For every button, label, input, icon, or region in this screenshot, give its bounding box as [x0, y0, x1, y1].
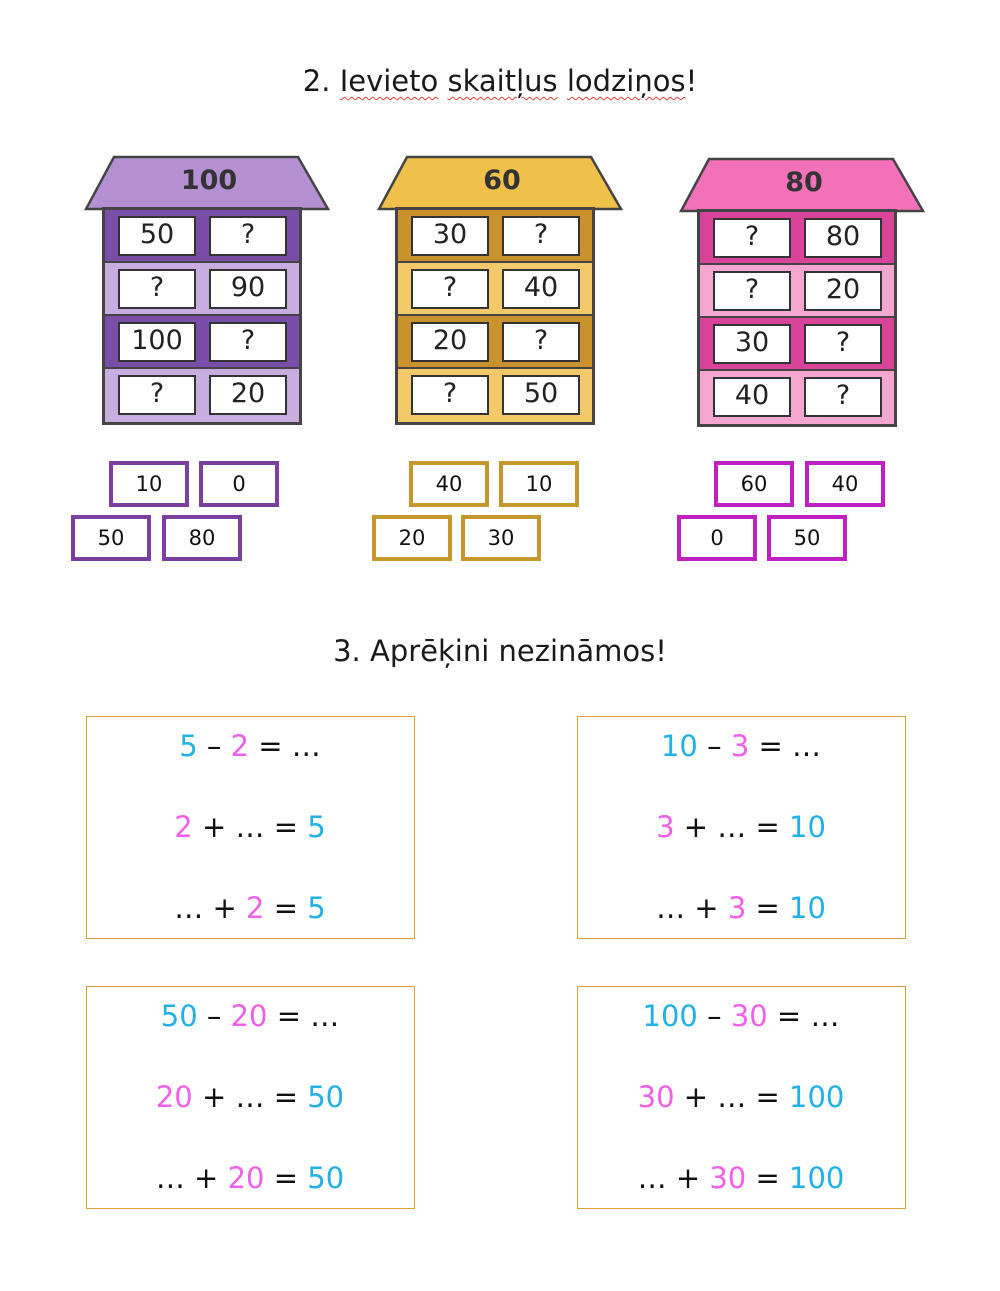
equation-line	[578, 999, 904, 1033]
house-floor	[105, 369, 299, 422]
sum: 50	[307, 1161, 345, 1195]
window-cell[interactable]: ?	[411, 269, 489, 309]
sum: 10	[789, 891, 826, 925]
house-body	[102, 207, 302, 425]
addend: 20	[227, 1161, 265, 1195]
window-cell[interactable]: ?	[804, 324, 882, 364]
equation-line	[578, 1080, 904, 1114]
equation-line	[87, 891, 413, 925]
sum: 5	[307, 810, 326, 844]
answer-blank[interactable]: … +	[637, 1161, 710, 1195]
minuend: 10	[660, 729, 698, 763]
operator: –	[697, 729, 731, 763]
number-tile[interactable]: 60	[714, 461, 794, 507]
number-tile[interactable]: 50	[767, 515, 847, 561]
addend: 2	[246, 891, 265, 925]
number-tile[interactable]: 10	[109, 461, 189, 507]
task2-word-3: lodziņos	[566, 64, 686, 98]
window-cell[interactable]: ?	[502, 216, 580, 256]
equation-line	[578, 729, 904, 763]
window-cell[interactable]: ?	[118, 375, 196, 415]
addend: 20	[155, 1080, 193, 1114]
subtrahend: 30	[730, 999, 768, 1033]
house-floor	[398, 263, 592, 316]
equation-box	[86, 986, 415, 1209]
number-tile[interactable]: 0	[199, 461, 279, 507]
minuend: 50	[160, 999, 198, 1033]
house-floor	[700, 265, 894, 318]
window-cell[interactable]: 90	[209, 269, 287, 309]
roof-number: 80	[785, 167, 823, 198]
addend: 30	[637, 1080, 675, 1114]
window-cell[interactable]: 40	[502, 269, 580, 309]
equation-line	[87, 729, 413, 763]
sum: 100	[789, 1161, 845, 1195]
answer-blank[interactable]: + … =	[674, 810, 790, 844]
sum: 100	[789, 1080, 845, 1114]
task2-heading	[0, 64, 1000, 98]
addend: 3	[727, 891, 747, 925]
sum: 50	[307, 1080, 345, 1114]
subtrahend: 20	[230, 999, 268, 1033]
house-floor	[398, 316, 592, 369]
subtrahend: 2	[230, 729, 250, 763]
window-cell[interactable]: ?	[713, 218, 791, 258]
house-60	[377, 155, 627, 430]
house-body	[395, 207, 595, 425]
house-roof	[679, 157, 929, 213]
operator: –	[697, 999, 731, 1033]
operator: –	[197, 999, 231, 1033]
house-body	[697, 209, 897, 427]
answer-blank[interactable]: … +	[174, 891, 247, 925]
house-floor	[398, 369, 592, 422]
number-tile[interactable]: 80	[162, 515, 242, 561]
number-tile[interactable]: 50	[71, 515, 151, 561]
task3-heading: 3. Aprēķini nezināmos!	[333, 634, 667, 668]
house-floor	[700, 371, 894, 424]
equation-line	[87, 1161, 413, 1195]
window-cell[interactable]: 100	[118, 322, 196, 362]
minuend: 100	[642, 999, 698, 1033]
window-cell[interactable]: ?	[713, 271, 791, 311]
addend: 30	[709, 1161, 747, 1195]
window-cell[interactable]: ?	[804, 377, 882, 417]
number-tile[interactable]: 40	[409, 461, 489, 507]
addend: 3	[656, 810, 675, 844]
task2-number: 2.	[302, 64, 340, 98]
equation-line	[87, 810, 413, 844]
equation-line	[578, 810, 904, 844]
task2-word-1: Ievieto	[339, 64, 439, 98]
answer-blank[interactable]: + … =	[192, 810, 308, 844]
sum: 5	[307, 891, 326, 925]
number-tile[interactable]: 20	[372, 515, 452, 561]
house-floor	[700, 212, 894, 265]
window-cell[interactable]: 20	[411, 322, 489, 362]
number-tile[interactable]: 10	[499, 461, 579, 507]
house-100	[84, 155, 334, 430]
window-cell[interactable]: ?	[411, 375, 489, 415]
equation-line	[578, 891, 904, 925]
window-cell[interactable]: 30	[411, 216, 489, 256]
answer-blank[interactable]: = …	[267, 999, 340, 1033]
number-tile[interactable]: 40	[805, 461, 885, 507]
task2-word-2: skaitļus	[447, 64, 558, 98]
subtrahend: 3	[730, 729, 750, 763]
answer-blank[interactable]: = …	[767, 999, 840, 1033]
window-cell[interactable]: 50	[118, 216, 196, 256]
operator: =	[746, 891, 790, 925]
operator: –	[197, 729, 231, 763]
window-cell[interactable]: 50	[502, 375, 580, 415]
house-floor	[700, 318, 894, 371]
operator: =	[746, 1161, 790, 1195]
number-tile[interactable]: 0	[677, 515, 757, 561]
answer-blank[interactable]: … +	[656, 891, 728, 925]
house-roof	[377, 155, 627, 211]
answer-blank[interactable]: = …	[249, 729, 321, 763]
window-cell[interactable]: 20	[804, 271, 882, 311]
answer-blank[interactable]: + … =	[674, 1080, 790, 1114]
house-roof	[84, 155, 334, 211]
house-floor	[105, 263, 299, 316]
sum: 10	[789, 810, 826, 844]
window-cell[interactable]: 80	[804, 218, 882, 258]
equation-line	[578, 1161, 904, 1195]
roof-number: 100	[180, 165, 238, 196]
window-cell[interactable]: ?	[209, 216, 287, 256]
window-cell[interactable]: ?	[502, 322, 580, 362]
answer-blank[interactable]: = …	[749, 729, 822, 763]
equation-line	[87, 999, 413, 1033]
window-cell[interactable]: 40	[713, 377, 791, 417]
equation-line	[87, 1080, 413, 1114]
answer-blank[interactable]: + … =	[192, 1080, 308, 1114]
equation-box	[86, 716, 415, 939]
house-80	[679, 157, 929, 432]
house-floor	[105, 210, 299, 263]
house-floor	[105, 316, 299, 369]
task2-exclamation: !	[685, 64, 698, 98]
window-cell[interactable]: 30	[713, 324, 791, 364]
equation-box	[577, 986, 906, 1209]
house-floor	[398, 210, 592, 263]
answer-blank[interactable]: … +	[155, 1161, 228, 1195]
window-cell[interactable]: ?	[209, 322, 287, 362]
window-cell[interactable]: ?	[118, 269, 196, 309]
roof-number: 60	[483, 165, 521, 196]
minuend: 5	[179, 729, 198, 763]
number-tile[interactable]: 30	[461, 515, 541, 561]
addend: 2	[174, 810, 193, 844]
window-cell[interactable]: 20	[209, 375, 287, 415]
operator: =	[264, 891, 308, 925]
equation-box	[577, 716, 906, 939]
operator: =	[264, 1161, 308, 1195]
